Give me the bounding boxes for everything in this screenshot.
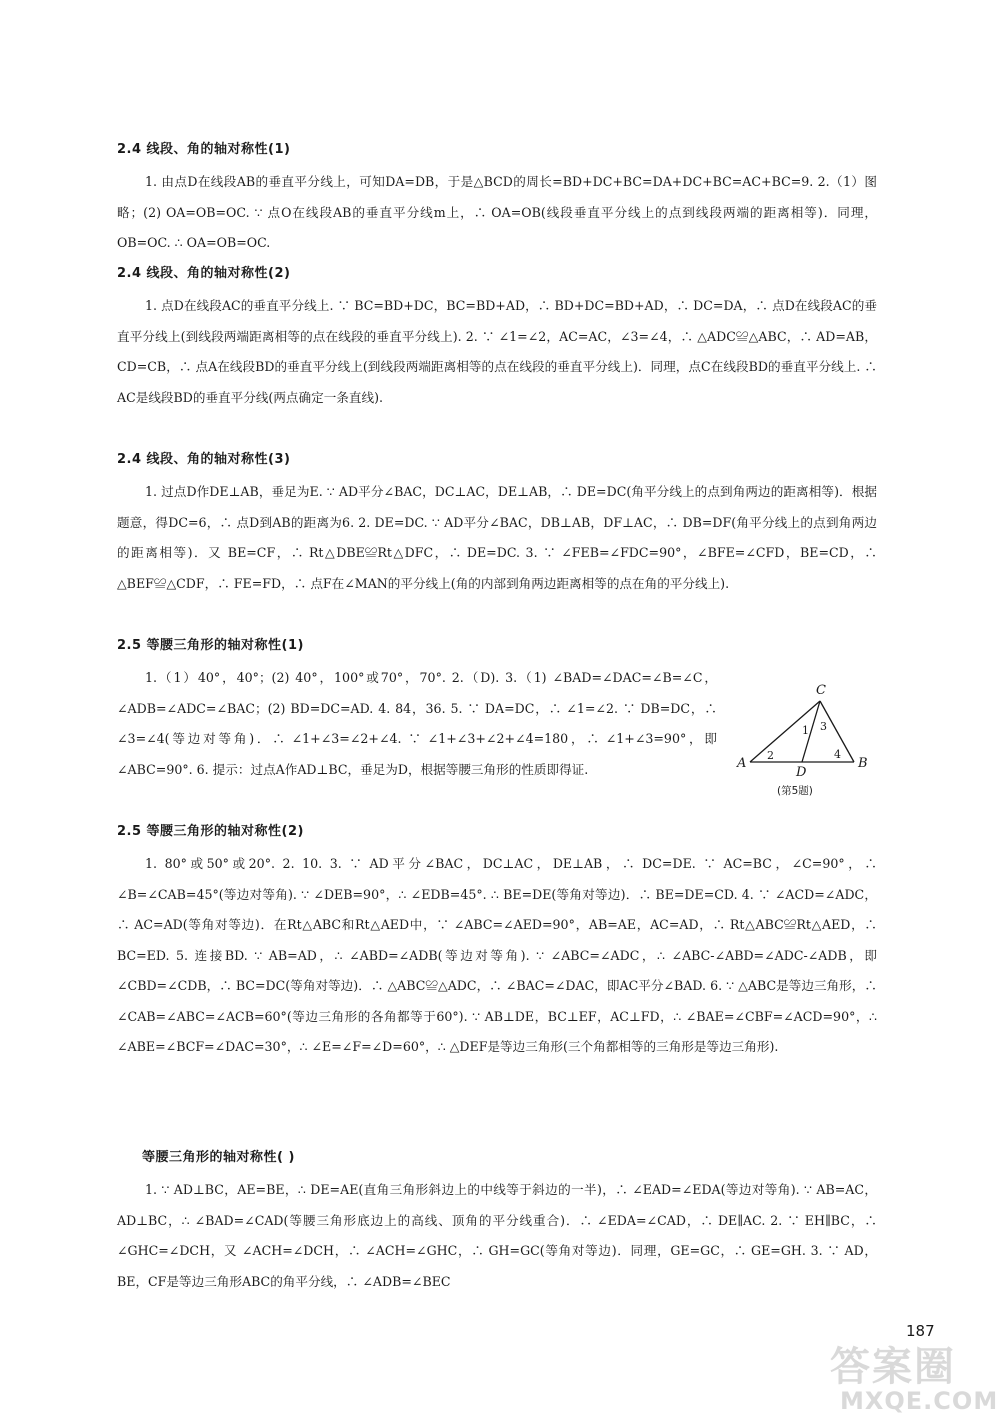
section-body: 1. 点D在线段AC的垂直平分线上. ∵ BC=BD+DC，BC=BD+AD，∴ BD+DC=BD+AD，∴ DC=DA，∴ 点D在线段AC的垂直平分线上(到线段两端距离相等的点在线段的垂直平分线上). 2. ∵ ∠1=∠2，AC=AC，∠3=∠4，∴ △ADC≌△ABC，∴ AD=AB，CD=CB，∴ 点A在线段BD的垂直平分线上(到线段两端距离相等的点在线段的垂直平分线上)．同理，点C在线段BD的垂直平分线上. ∴ AC是线段BD的垂直平分线(两点确定一条直线). (117, 298, 877, 405)
section-title: 2.4 线段、角的轴对称性(1) (117, 142, 291, 157)
section-title: 2.4 线段、角的轴对称性(3) (117, 452, 291, 467)
section-2-5-3 (117, 1146, 877, 1297)
vertex-label-d: D (796, 765, 807, 780)
section-body: 1. 80°或50°或20°. 2. 10. 3. ∵ AD平分∠BAC，DC⊥AC，DE⊥AB，∴ DC=DE. ∵ AC=BC，∠C=90°，∴ ∠B=∠CAB=45°(等边对等角). ∵ ∠DEB=90°，∴ ∠EDB=45°. ∴ BE=DE(等角对等边)．∴ BE=DE=CD. 4. ∵ ∠ACD=∠ADC，∴ AC=AD(等角对等边)．在Rt△ABC和Rt△AED中，∵ ∠ABC=∠AED=90°，AB=AE，AC=AD，∴ Rt△ABC≌Rt△AED，∴ BC=ED. 5. 连接BD. ∵ AB=AD，∴ ∠ABD=∠ADB(等边对等角). ∵ ∠ABC=∠ADC，∴ ∠ABC-∠ABD=∠ADC-∠ADB，即∠CBD=∠CDB，∴ BC=DC(等角对等边)．∴ △ABC≌△ADC，∴ ∠BAC=∠DAC，即AC平分∠BAD. 6. ∵ △ABC是等边三角形，∴ ∠CAB=∠ABC=∠ACB=60°(等边三角形的各角都等于60°). ∵ AB⊥DE，BC⊥EF，AC⊥FD，∴ ∠BAE=∠CBF=∠ACD=90°，∴ ∠ABE=∠BCF=∠DAC=30°，∴ ∠E=∠F=∠D=60°，∴ △DEF是等边三角形(三个角都相等的三角形是等边三角形). (117, 856, 877, 1054)
watermark-url: MXQE.COM (840, 1387, 999, 1415)
angle-label-4: 4 (834, 748, 841, 761)
watermark-title: 答案圈 (830, 1344, 956, 1390)
watermark-logo (800, 1335, 1000, 1422)
section-title: 2.5 等腰三角形的轴对称性(1) (117, 638, 304, 653)
figure-caption: (第5题) (777, 785, 813, 797)
triangle-figure (732, 683, 882, 800)
section-title: 2.5 等腰三角形的轴对称性(2) (117, 824, 304, 839)
section-title: 等腰三角形的轴对称性( ) (142, 1150, 295, 1165)
page-number: 187 (906, 1322, 935, 1340)
section-body: 1.（1）40°，40°；(2) 40°，100°或70°，70°. 2.（D). 3.（1) ∠BAD=∠DAC=∠B=∠C，∠ADB=∠ADC=∠BAC；(2) BD=DC=AD. 4. 84，36. 5. ∵ DA=DC，∴ ∠1=∠2. ∵ DB=DC，∴ ∠3=∠4(等边对等角)．∴ ∠1+∠3=∠2+∠4. ∵ ∠1+∠3+∠2+∠4=180，∴ ∠1+∠3=90°，即∠ABC=90°. 6. 提示：过点A作AD⊥BC，垂足为D，根据等腰三角形的性质即得证. (117, 670, 717, 777)
vertex-label-a: A (737, 756, 747, 771)
section-title: 2.4 线段、角的轴对称性(2) (117, 266, 291, 281)
section-2-4-1 (117, 138, 877, 259)
section-2-5-1 (117, 634, 717, 785)
angle-label-3: 3 (820, 720, 827, 733)
angle-label-1: 1 (802, 724, 809, 737)
section-2-4-3 (117, 448, 877, 599)
section-body: 1. ∵ AD⊥BC，AE=BE，∴ DE=AE(直角三角形斜边上的中线等于斜边的一半)，∴ ∠EAD=∠EDA(等边对等角). ∵ AB=AC，AD⊥BC，∴ ∠BAD=∠CAD(等腰三角形底边上的高线、顶角的平分线重合)．∴ ∠EDA=∠CAD，∴ DE∥AC. 2. ∵ EH∥BC，∴ ∠GHC=∠DCH，又 ∠ACH=∠DCH，∴ ∠ACH=∠GHC，∴ GH=GC(等角对等边)．同理，GE=GC，∴ GE=GH. 3. ∵ AD，BE，CF是等边三角形ABC的角平分线，∴ ∠ADB=∠BEC (117, 1182, 877, 1289)
side-ac (750, 701, 820, 762)
section-body: 1. 由点D在线段AB的垂直平分线上，可知DA=DB，于是△BCD的周长=BD+DC+BC=DA+DC+BC=AC+BC=9. 2.（1）图略；(2) OA=OB=OC. ∵ 点O在线段AB的垂直平分线m上，∴ OA=OB(线段垂直平分线上的点到线段两端的距离相等)．同理，OB=OC. ∴ OA=OB=OC. (117, 174, 877, 250)
vertex-label-c: C (816, 683, 826, 698)
vertex-label-b: B (858, 756, 868, 771)
angle-label-2: 2 (767, 749, 774, 762)
section-2-4-2 (117, 262, 877, 413)
section-2-5-2 (117, 820, 877, 1063)
section-body: 1. 过点D作DE⊥AB，垂足为E. ∵ AD平分∠BAC，DC⊥AC，DE⊥AB，∴ DE=DC(角平分线上的点到角两边的距离相等)．根据题意，得DC=6，∴ 点D到AB的距离为6. 2. DE=DC. ∵ AD平分∠BAC，DB⊥AB，DF⊥AC，∴ DB=DF(角平分线上的点到角两边的距离相等)．又 BE=CF，∴ Rt△DBE≌Rt△DFC，∴ DE=DC. 3. ∵ ∠FEB=∠FDC=90°，∠BFE=∠CFD，BE=CD，∴ △BEF≌△CDF，∴ FE=FD，∴ 点F在∠MAN的平分线上(角的内部到角两边距离相等的点在角的平分线上). (117, 484, 877, 591)
